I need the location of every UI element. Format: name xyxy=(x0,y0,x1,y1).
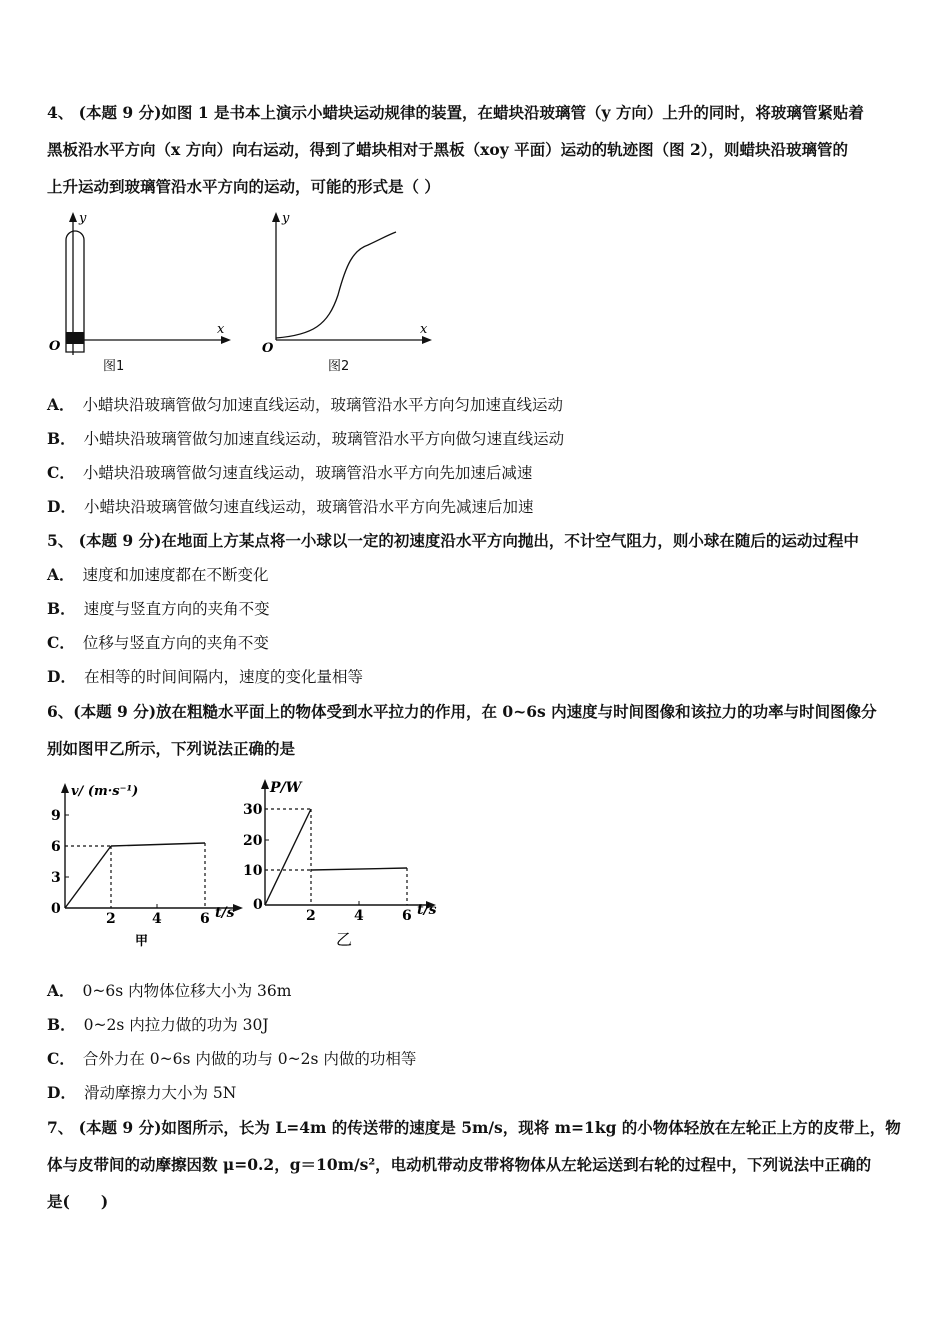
fig2-caption: 图2 xyxy=(328,359,350,374)
yi-ytick-30: 30 xyxy=(243,802,263,818)
option-label: D． xyxy=(47,1083,76,1102)
yi-xtick-2: 2 xyxy=(306,908,316,924)
q6-option-c[interactable] xyxy=(47,1049,416,1069)
fig1-caption: 图1 xyxy=(103,359,125,374)
q7-line-2: 体与皮带间的动摩擦因数 μ=0.2，g＝10m/s²，电动机带动皮带将物体从左轮运送到右轮的过程中，下列说法中正确的 xyxy=(47,1155,872,1174)
option-text: 滑动摩擦力大小为 5N xyxy=(83,1084,237,1102)
fig1-origin: O xyxy=(49,339,61,354)
option-text: 小蜡块沿玻璃管做匀加速直线运动，玻璃管沿水平方向匀加速直线运动 xyxy=(82,396,564,414)
option-label: D． xyxy=(47,667,76,686)
option-label: B． xyxy=(47,599,76,618)
q7-line-3: 是( ) xyxy=(47,1192,109,1211)
option-text: 0~2s 内拉力做的功为 30J xyxy=(83,1016,269,1034)
q4-figure-1 xyxy=(45,210,245,380)
yi-y-label: P/W xyxy=(270,780,302,796)
option-text: 在相等的时间间隔内，速度的变化量相等 xyxy=(83,668,363,686)
option-label: A． xyxy=(47,981,75,1000)
q4-option-c[interactable] xyxy=(47,463,532,483)
jia-x-label: t/s xyxy=(215,905,235,921)
option-text: 小蜡块沿玻璃管做匀速直线运动，玻璃管沿水平方向先加速后减速 xyxy=(82,464,533,482)
option-text: 小蜡块沿玻璃管做匀加速直线运动，玻璃管沿水平方向做匀速直线运动 xyxy=(83,430,565,448)
jia-ytick-9: 9 xyxy=(51,808,61,824)
jia-ytick-0: 0 xyxy=(51,901,61,917)
yi-caption: 乙 xyxy=(336,930,353,949)
option-text: 合外力在 0~6s 内做的功与 0~2s 内做的功相等 xyxy=(82,1050,417,1068)
option-text: 位移与竖直方向的夹角不变 xyxy=(82,634,269,652)
q6-line-2: 别如图甲乙所示，下列说法正确的是 xyxy=(47,739,296,758)
yi-ytick-20: 20 xyxy=(243,833,263,849)
option-label: C． xyxy=(47,463,75,482)
jia-y-label: v/ (m·s⁻¹) xyxy=(71,784,139,799)
q6-graph-yi xyxy=(240,775,450,955)
yi-xtick-4: 4 xyxy=(354,908,364,924)
q4-option-a[interactable] xyxy=(47,395,563,415)
option-label: A． xyxy=(47,395,75,414)
fig2-origin: O xyxy=(262,341,274,356)
option-text: 速度和加速度都在不断变化 xyxy=(82,566,269,584)
option-label: C． xyxy=(47,633,75,652)
q4-line-1: 4、 (本题 9 分)如图 1 是书本上演示小蜡块运动规律的装置，在蜡块沿玻璃管（y 方向）上升的同时，将玻璃管紧贴着 xyxy=(47,103,864,122)
option-label: C． xyxy=(47,1049,75,1068)
q7-line-1: 7、 (本题 9 分)如图所示，长为 L=4m 的传送带的速度是 5m/s，现将 m=1kg 的小物体轻放在左轮正上方的皮带上，物 xyxy=(47,1118,901,1137)
jia-ytick-3: 3 xyxy=(51,870,61,886)
jia-xtick-6: 6 xyxy=(200,911,210,927)
q5-option-b[interactable] xyxy=(47,599,270,619)
yi-x-label: t/s xyxy=(417,902,437,918)
q6-graph-jia xyxy=(45,775,255,955)
fig2-x-label: x xyxy=(420,322,428,337)
fig2-y-label: y xyxy=(282,211,290,226)
yi-xtick-6: 6 xyxy=(402,908,412,924)
option-label: B． xyxy=(47,429,76,448)
q4-figure-2 xyxy=(258,210,443,380)
option-text: 速度与竖直方向的夹角不变 xyxy=(83,600,270,618)
yi-ytick-10: 10 xyxy=(243,863,263,879)
jia-ytick-6: 6 xyxy=(51,839,61,855)
fig1-x-label: x xyxy=(217,322,225,337)
q6-option-d[interactable] xyxy=(47,1083,236,1103)
jia-xtick-2: 2 xyxy=(106,911,116,927)
q4-option-d[interactable] xyxy=(47,497,533,517)
q4-line-2: 黑板沿水平方向（x 方向）向右运动，得到了蜡块相对于黑板（xoy 平面）运动的轨迹图（图 2），则蜡块沿玻璃管的 xyxy=(47,140,849,159)
q5-option-d[interactable] xyxy=(47,667,363,687)
q5-option-c[interactable] xyxy=(47,633,269,653)
fig1-y-label: y xyxy=(79,211,87,226)
option-text: 0~6s 内物体位移大小为 36m xyxy=(82,982,292,1000)
yi-ytick-0: 0 xyxy=(253,897,263,913)
q4-option-b[interactable] xyxy=(47,429,564,449)
q4-line-3: 上升运动到玻璃管沿水平方向的运动，可能的形式是（ ） xyxy=(47,177,440,196)
option-label: B． xyxy=(47,1015,76,1034)
q6-option-a[interactable] xyxy=(47,981,291,1001)
q5-line-1: 5、 (本题 9 分)在地面上方某点将一小球以一定的初速度沿水平方向抛出，不计空气阻力，则小球在随后的运动过程中 xyxy=(47,531,859,550)
q6-line-1: 6、(本题 9 分)放在粗糙水平面上的物体受到水平拉力的作用，在 0~6s 内速度与时间图像和该拉力的功率与时间图像分 xyxy=(47,702,877,721)
option-label: D． xyxy=(47,497,76,516)
q5-option-a[interactable] xyxy=(47,565,269,585)
jia-xtick-4: 4 xyxy=(152,911,162,927)
q6-option-b[interactable] xyxy=(47,1015,269,1035)
option-label: A． xyxy=(47,565,75,584)
jia-caption: 甲 xyxy=(135,934,149,949)
option-text: 小蜡块沿玻璃管做匀速直线运动，玻璃管沿水平方向先减速后加速 xyxy=(83,498,534,516)
